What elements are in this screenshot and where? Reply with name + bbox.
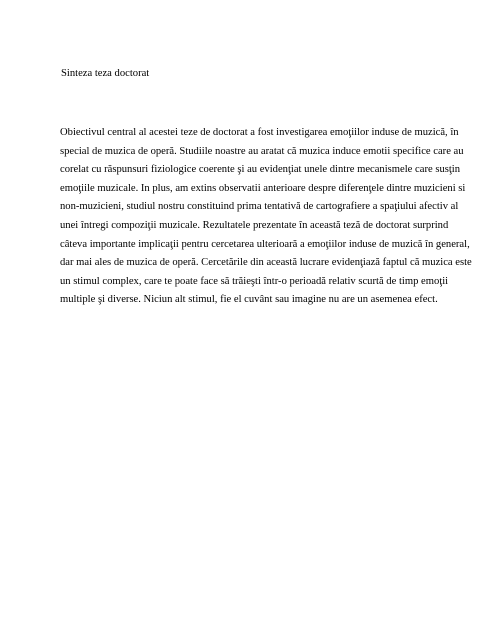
paragraph-line: câteva importante implicaţii pentru cercetarea ulterioară a emoţiilor induse de muzică în general, [60, 238, 470, 250]
paragraph-line: Obiectivul central al acestei teze de doctorat a fost investigarea emoţiilor induse de muzică, în [60, 127, 459, 138]
paragraph-line: corelat cu răspunsuri fiziologice coerente şi au evidenţiat unele dintre mecanismele care susţin [60, 164, 461, 176]
paragraph-line: emoţiile muzicale. In plus, am extins observatii anterioare despre diferenţele dintre muzicieni si [60, 182, 466, 194]
paragraph-line: un stimul complex, care te poate face să trăieşti într-o perioadă relativ scurtă de timp emoţii [60, 275, 449, 287]
paragraph-line: multiple şi diverse. Niciun alt stimul, fie el cuvânt sau imagine nu are un asemenea efect. [60, 294, 438, 306]
abstract-paragraph [60, 124, 472, 310]
document-title: Sinteza teza doctorat [61, 68, 150, 79]
paragraph-line: non-muzicieni, studiul nostru constituind prima tentativă de cartografiere a spaţiului afectiv al [60, 201, 459, 213]
paragraph-line: dar mai ales de muzica de operă. Cercetările din această lucrare evidenţiază faptul că muzica este [60, 257, 472, 269]
paragraph-line: special de muzica de operă. Studiile noastre au aratat că muzica induce emotii specifice care au [60, 145, 464, 157]
paragraph-line: unei întregi compoziţii muzicale. Rezultatele prezentate în această teză de doctorat surprind [60, 219, 449, 231]
